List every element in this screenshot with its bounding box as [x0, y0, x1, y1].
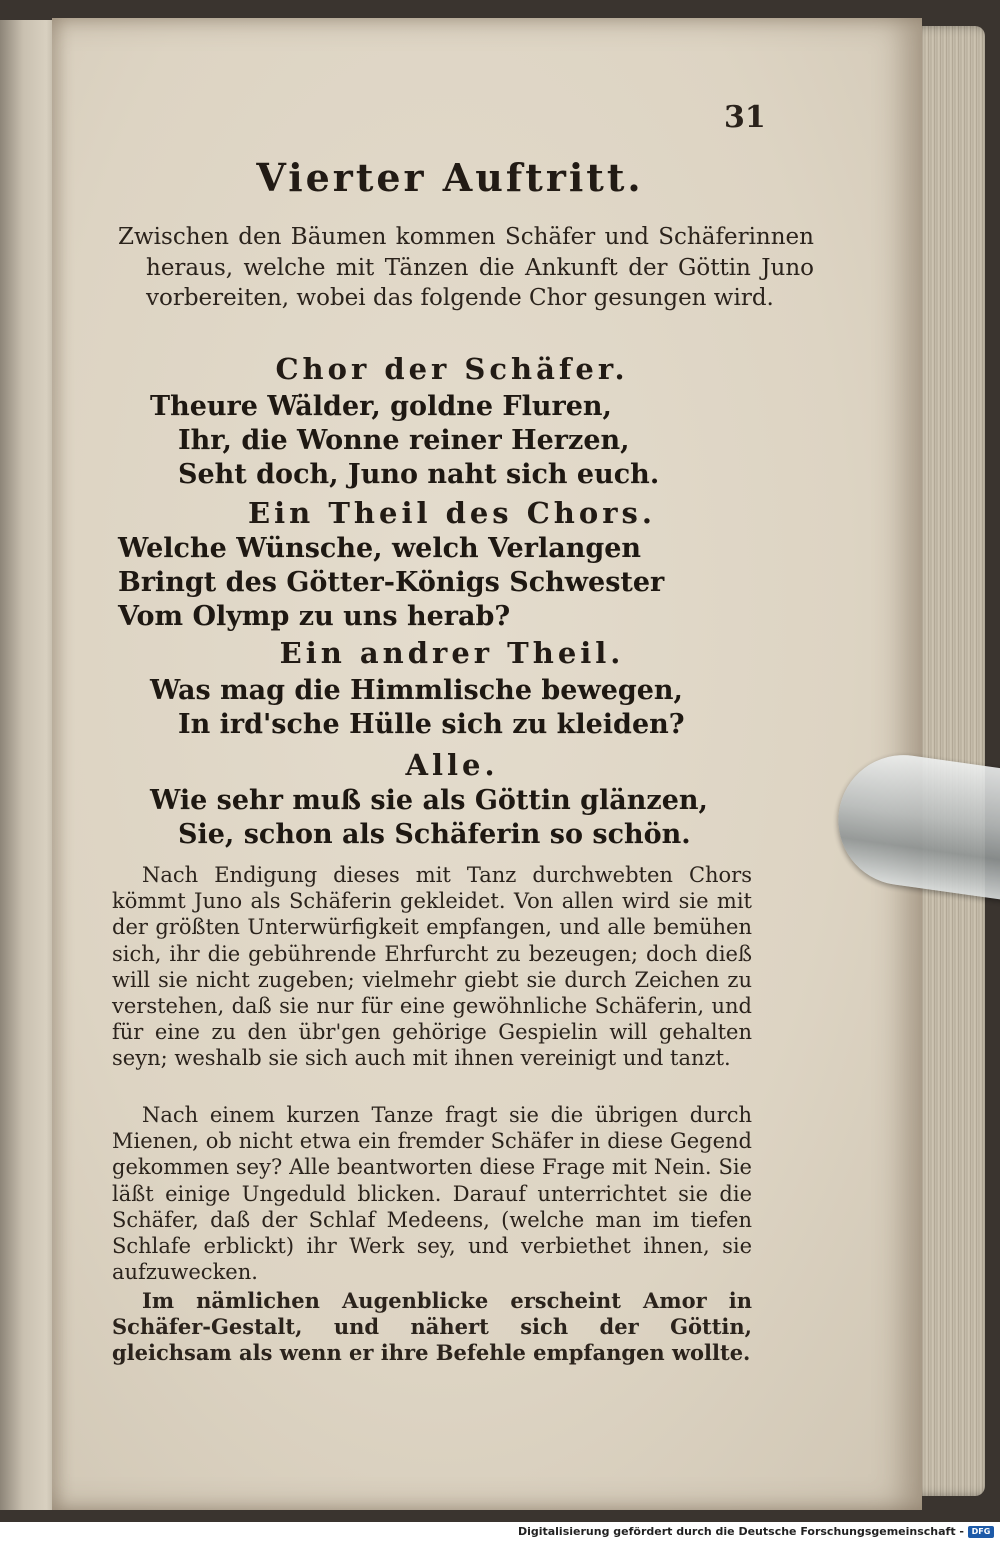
section-heading: Ein Theil des Chors. [248, 496, 656, 530]
section-heading: Ein andrer Theil. [279, 636, 625, 670]
verse-line: Welche Wünsche, welch Verlangen [118, 533, 642, 564]
verse-line: Was mag die Himmlische bewegen, [150, 675, 683, 706]
verse-block [150, 390, 659, 492]
previous-page-edge [0, 20, 58, 1510]
section-heading: Alle. [405, 748, 499, 782]
verse-block [150, 784, 708, 852]
section-heading: Chor der Schäfer. [275, 352, 629, 386]
verse-line: Seht doch, Juno naht sich euch. [178, 459, 660, 490]
stage-direction-intro: Zwischen den Bäumen kommen Schäfer und Schäferinnen heraus, welche mit Tänzen die Ankunft der Göttin Juno vorbereiten, wobei das folgende Chor gesungen wird. [118, 224, 814, 311]
verse-line: Bringt des Götter-Königs Schwester [118, 567, 665, 598]
verse-block [150, 674, 685, 742]
verse-block [118, 532, 664, 634]
verse-line: In ird'sche Hülle sich zu kleiden? [178, 709, 685, 740]
stage-direction-paragraph: Nach einem kurzen Tanze fragt sie die übrigen durch Mienen, ob nicht etwa ein fremder Schäfer in diese Gegend gekommen sey? Alle beantworten diese Frage mit Nein. Sie läßt einige Ungeduld blicken. Darauf unterrichtet sie die Schäfer, daß der Schlaf Medeens, (welche man im tiefen Schlafe erblickt) ihr Werk sey, und verbiethet ihnen, sie aufzuwecken. [112, 1103, 752, 1285]
verse-line: Theure Wälder, goldne Fluren, [150, 391, 612, 422]
stage-direction-paragraph: Im nämlichen Augenblicke erscheint Amor in Schäfer-Gestalt, und nähert sich der Göttin, gleichsam als wenn er ihre Befehle empfangen wollte. [112, 1288, 752, 1366]
stage-direction-paragraph: Nach Endigung dieses mit Tanz durchwebten Chors kömmt Juno als Schäferin gekleidet. Von allen wird sie mit der größten Unterwürfigkeit empfangen, und alle bemühen sich, ihr die gebührende Ehrfurcht zu bezeugen; doch dieß will sie nicht zugeben; vielmehr giebt sie durch Zeichen zu verstehen, daß sie nur für eine gewöhnliche Schäferin, und für eine zu den übr'gen gehörige Gespielin will gehalten seyn; weshalb sie sich auch mit ihnen vereinigt und tanzt. [112, 863, 752, 1071]
verse-line: Vom Olymp zu uns herab? [118, 601, 511, 632]
footer-bar [0, 1522, 1000, 1542]
page-number: 31 [724, 100, 766, 135]
footer-credit: Digitalisierung gefördert durch die Deutsche Forschungsgemeinschaft - [517, 1525, 964, 1538]
verse-line: Ihr, die Wonne reiner Herzen, [178, 425, 630, 456]
verse-line: Wie sehr muß sie als Göttin glänzen, [150, 785, 708, 816]
verse-line: Sie, schon als Schäferin so schön. [178, 819, 691, 850]
dfg-logo-icon: DFG [968, 1526, 994, 1538]
scene-title: Vierter Auftritt. [256, 155, 644, 200]
